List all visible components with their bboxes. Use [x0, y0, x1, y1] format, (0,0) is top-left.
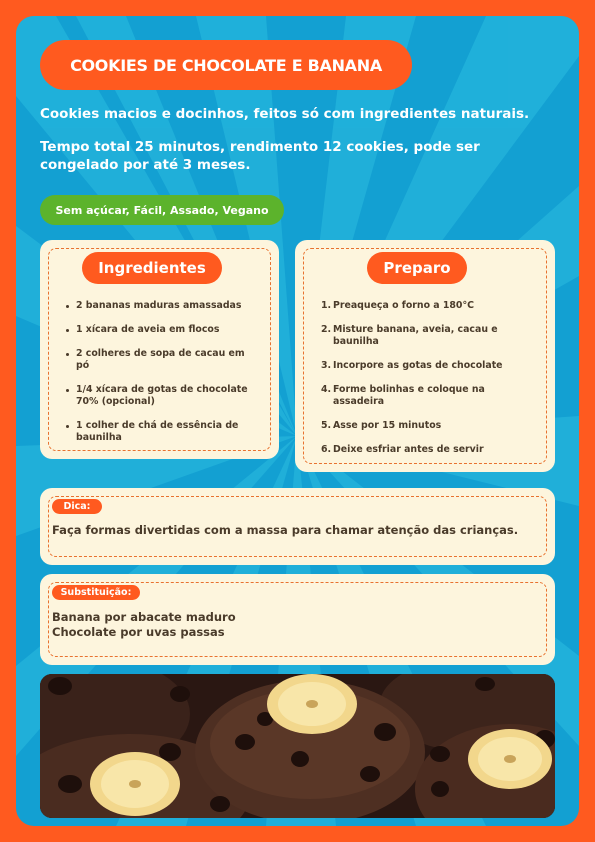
list-item: 2 colheres de sopa de cacau em pó — [66, 348, 252, 372]
preparation-steps — [321, 300, 535, 468]
substitution-text — [52, 610, 532, 639]
list-item: 6. Deixe esfriar antes de servir — [321, 444, 484, 455]
substitution-line: Banana por abacate maduro — [52, 610, 236, 624]
substitution-box — [40, 574, 555, 665]
list-item: 3. Incorpore as gotas de chocolate — [321, 360, 503, 371]
substitution-label: Substituição: — [52, 585, 140, 600]
preparation-heading: Preparo — [367, 252, 467, 284]
ingredients-heading: Ingredientes — [82, 252, 222, 284]
list-item: 1 colher de chá de essência de baunilha — [66, 420, 252, 444]
intro-description: Cookies macios e docinhos, feitos só com ingredientes naturais. — [40, 106, 530, 122]
tip-text: Faça formas divertidas com a massa para chamar atenção das crianças. — [52, 523, 519, 537]
list-item: 5. Asse por 15 minutos — [321, 420, 442, 431]
tip-box — [40, 488, 555, 565]
ingredients-list — [66, 300, 252, 456]
intro — [40, 105, 560, 189]
list-item: 1 xícara de aveia em flocos — [66, 324, 252, 336]
list-item: 4. Forme bolinhas e coloque na assadeira — [321, 384, 485, 407]
cookies-photo — [40, 674, 555, 818]
cookie-illustration — [40, 674, 555, 818]
preparation-box — [295, 240, 555, 472]
page-title: COOKIES DE CHOCOLATE E BANANA — [40, 40, 412, 90]
substitution-line: Chocolate por uvas passas — [52, 624, 225, 639]
intro-details: Tempo total 25 minutos, rendimento 12 cookies, pode ser congelado por até 3 meses. — [40, 139, 480, 173]
tip-label: Dica: — [52, 499, 102, 514]
list-item: 2 bananas maduras amassadas — [66, 300, 252, 312]
recipe-card — [16, 16, 579, 826]
list-item: 1/4 xícara de gotas de chocolate 70% (opcional) — [66, 384, 252, 408]
list-item: 1. Preaqueça o forno a 180°C — [321, 300, 475, 311]
ingredients-box — [40, 240, 279, 459]
tags-badge: Sem açúcar, Fácil, Assado, Vegano — [40, 195, 284, 225]
list-item: 2. Misture banana, aveia, cacau e baunilha — [321, 324, 498, 347]
